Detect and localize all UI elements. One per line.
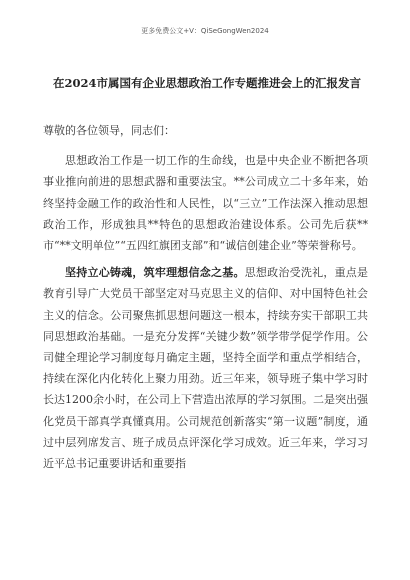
salutation: 尊敬的各位领导，同志们： — [43, 124, 175, 137]
header-note: 更多免费公文+V：QiSeGongWen2024 — [141, 27, 269, 35]
paragraph-2 — [43, 262, 368, 474]
document-body — [43, 120, 368, 474]
paragraph-2-text: 重点是教育引导广大党员干部坚定对马克思主义的信仰、对中国特色社会主义的信念。公司聚焦抓思想问题这一根本，持续夯实干部职工共同思想政治基础。一是充分发挥“关键少数”领学带学促学作用。公司健全理论学习制度每月确定主题，坚持全面学和重点学相结合，持续在深化内化转化上聚力用劲。近三年来，领导班子集中学习时长达1200余小时，在公司上下营造出浓厚的学习氛围。二是突出强化党员干部真学真懂真用。公司规范创新落实“第一议题”制度，通过中层列席发言、班子成员点评深化学习成效。近三年来，学习习近平总书记重要讲话和重要指 — [43, 266, 369, 471]
document-title: 在2024市属国有企业思想政治工作专题推进会上的汇报发言 — [52, 76, 361, 90]
paragraph-2-heading: 坚持立心铸魂，筑牢理想信念之基。 — [65, 266, 245, 280]
paragraph-1: 思想政治工作是一切工作的生命线，也是中央企业不断把各项事业推向前进的思想武器和重要法宝。**公司成立二十多年来，始终坚持金融工作的政治性和人民性，以“三立”工作法深入推动思想政治工作，形成独具**特色的思想政治建设体系。公司先后获**市“**文明单位”“五四红旗团支部”和“诚信创建企业”等荣誉称号。 — [43, 154, 368, 253]
paragraph-2-lead-tail: 思想政治受洗礼， — [244, 266, 335, 280]
